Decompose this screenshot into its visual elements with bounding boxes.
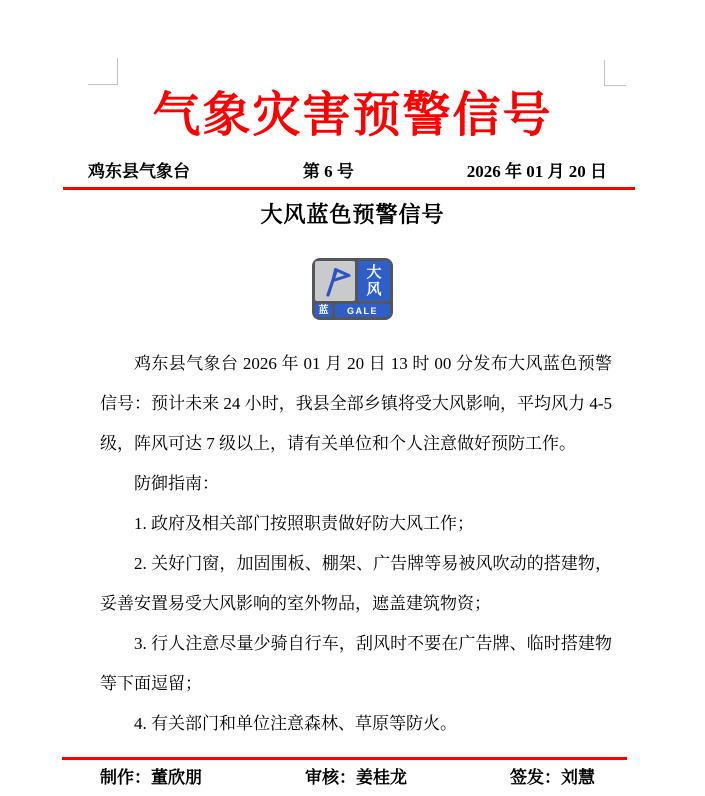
document-footer-row (100, 766, 595, 790)
issuing-agency: 鸡东县气象台 (88, 162, 190, 181)
issue-number: 第 6 号 (302, 162, 354, 181)
guideline-item: 2. 关好门窗，加固围板、棚架、广告牌等易被风吹动的搭建物，妥善安置易受大风影响的室外物品，遮盖建筑物资； (100, 554, 612, 613)
footer-divider-rule (62, 757, 627, 760)
wind-flag-icon (315, 261, 355, 301)
issue-date: 2026 年 01 月 20 日 (466, 162, 607, 181)
guideline-item: 4. 有关部门和单位注意森林、草原等防火。 (134, 714, 457, 733)
text-boundary-corner-mark-top-left (88, 58, 118, 85)
guideline-item: 3. 行人注意尽量少骑自行车，刮风时不要在广告牌、临时搭建物等下面逗留； (100, 634, 612, 693)
icon-english-label: GALE (335, 304, 390, 317)
reviewer-credit: 审核：姜桂龙 (305, 768, 407, 787)
announcement-paragraph: 鸡东县气象台 2026 年 01 月 20 日 13 时 00 分发布大风蓝色预警信号：预计未来 24 小时，我县全部乡镇将受大风影响，平均风力 4-5 级，阵风可达 7 级以上，请有关单位和个人注意做好预防工作。 (100, 354, 612, 453)
gale-blue-warning-icon (312, 258, 393, 320)
icon-bottom-bar (315, 304, 390, 317)
icon-warning-name-label (358, 261, 390, 301)
icon-label-bottom: 风 (366, 281, 382, 298)
issuer-credit: 签发：刘慧 (510, 768, 595, 787)
document-header-row (88, 160, 607, 184)
header-divider-rule (63, 187, 635, 190)
guideline-item: 1. 政府及相关部门按照职责做好防大风工作； (134, 514, 474, 533)
icon-label-top: 大 (366, 264, 382, 281)
document-title: 气象灾害预警信号 (152, 89, 553, 142)
guide-heading: 防御指南： (134, 474, 219, 493)
document-body (100, 344, 612, 744)
text-boundary-corner-mark-top-right (604, 60, 626, 86)
icon-level-badge: 蓝 (315, 304, 332, 317)
maker-credit: 制作：董欣朋 (100, 768, 202, 787)
warning-subtitle: 大风蓝色预警信号 (260, 202, 445, 227)
